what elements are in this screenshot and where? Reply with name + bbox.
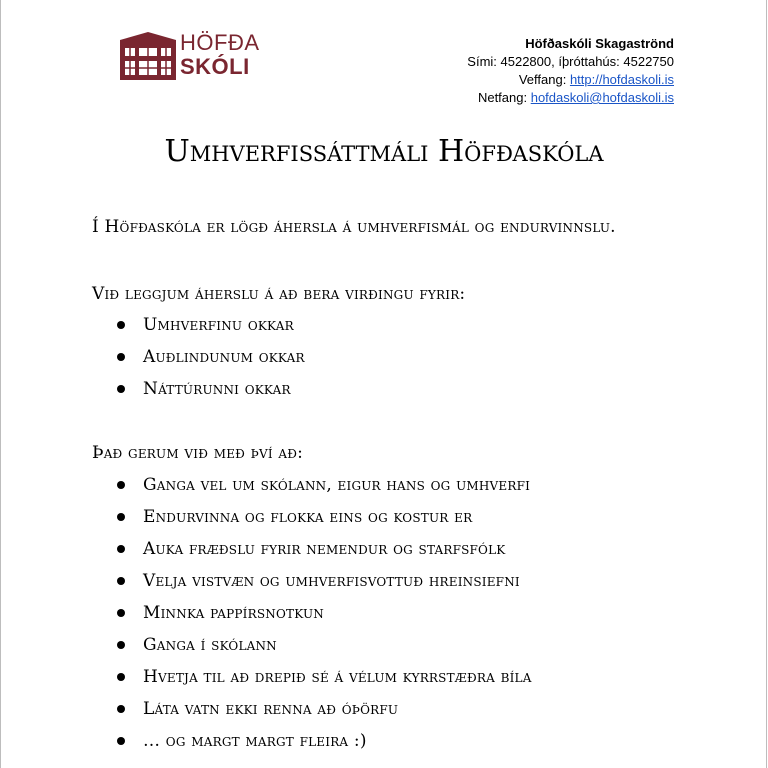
section1-lead: Við leggjum áherslu á að bera virðingu fyrir: (92, 284, 466, 304)
website-link[interactable]: http://hofdaskoli.is (569, 72, 674, 87)
web-label: Veffang: (518, 72, 570, 87)
section2-list (113, 469, 532, 757)
section1-list (113, 309, 305, 405)
logo-wordmark (180, 32, 260, 78)
list-item: Ganga vel um skólann, eigur hans og umhverfi (113, 469, 532, 501)
web-line (467, 71, 674, 89)
school-name: Höfðaskóli Skagaströnd (525, 36, 674, 51)
logo-line-2: SKÓLI (180, 54, 250, 79)
school-building-icon (118, 30, 178, 82)
contact-block (467, 35, 674, 107)
section2-lead: Það gerum við með því að: (92, 443, 304, 463)
intro-text: Í Höfðaskóla er lögð áhersla á umhverfismál og endurvinnslu. (92, 217, 616, 237)
list-item: Endurvinna og flokka eins og kostur er (113, 501, 532, 533)
phone-line: Sími: 4522800, íþróttahús: 4522750 (467, 54, 674, 69)
school-logo (118, 30, 258, 82)
email-label: Netfang: (477, 90, 531, 105)
list-item: Láta vatn ekki renna að óþörfu (113, 693, 532, 725)
list-item: Auka fræðslu fyrir nemendur og starfsfólk (113, 533, 532, 565)
list-item: Auðlindunum okkar (113, 341, 305, 373)
list-item: Náttúrunni okkar (113, 373, 305, 405)
logo-line-1: HÖFÐA (180, 30, 260, 55)
list-item: Minnka pappírsnotkun (113, 597, 532, 629)
list-item: Hvetja til að drepið sé á vélum kyrrstæðra bíla (113, 661, 532, 693)
email-link[interactable]: hofdaskoli@hofdaskoli.is (530, 90, 674, 105)
email-line (467, 89, 674, 107)
page-title: Umhverfissáttmáli Höfðaskóla (164, 134, 604, 169)
list-item: Umhverfinu okkar (113, 309, 305, 341)
list-item: Velja vistvæn og umhverfisvottuð hreinsiefni (113, 565, 532, 597)
list-item: Ganga í skólann (113, 629, 532, 661)
list-item: … og margt margt fleira :) (113, 725, 532, 757)
